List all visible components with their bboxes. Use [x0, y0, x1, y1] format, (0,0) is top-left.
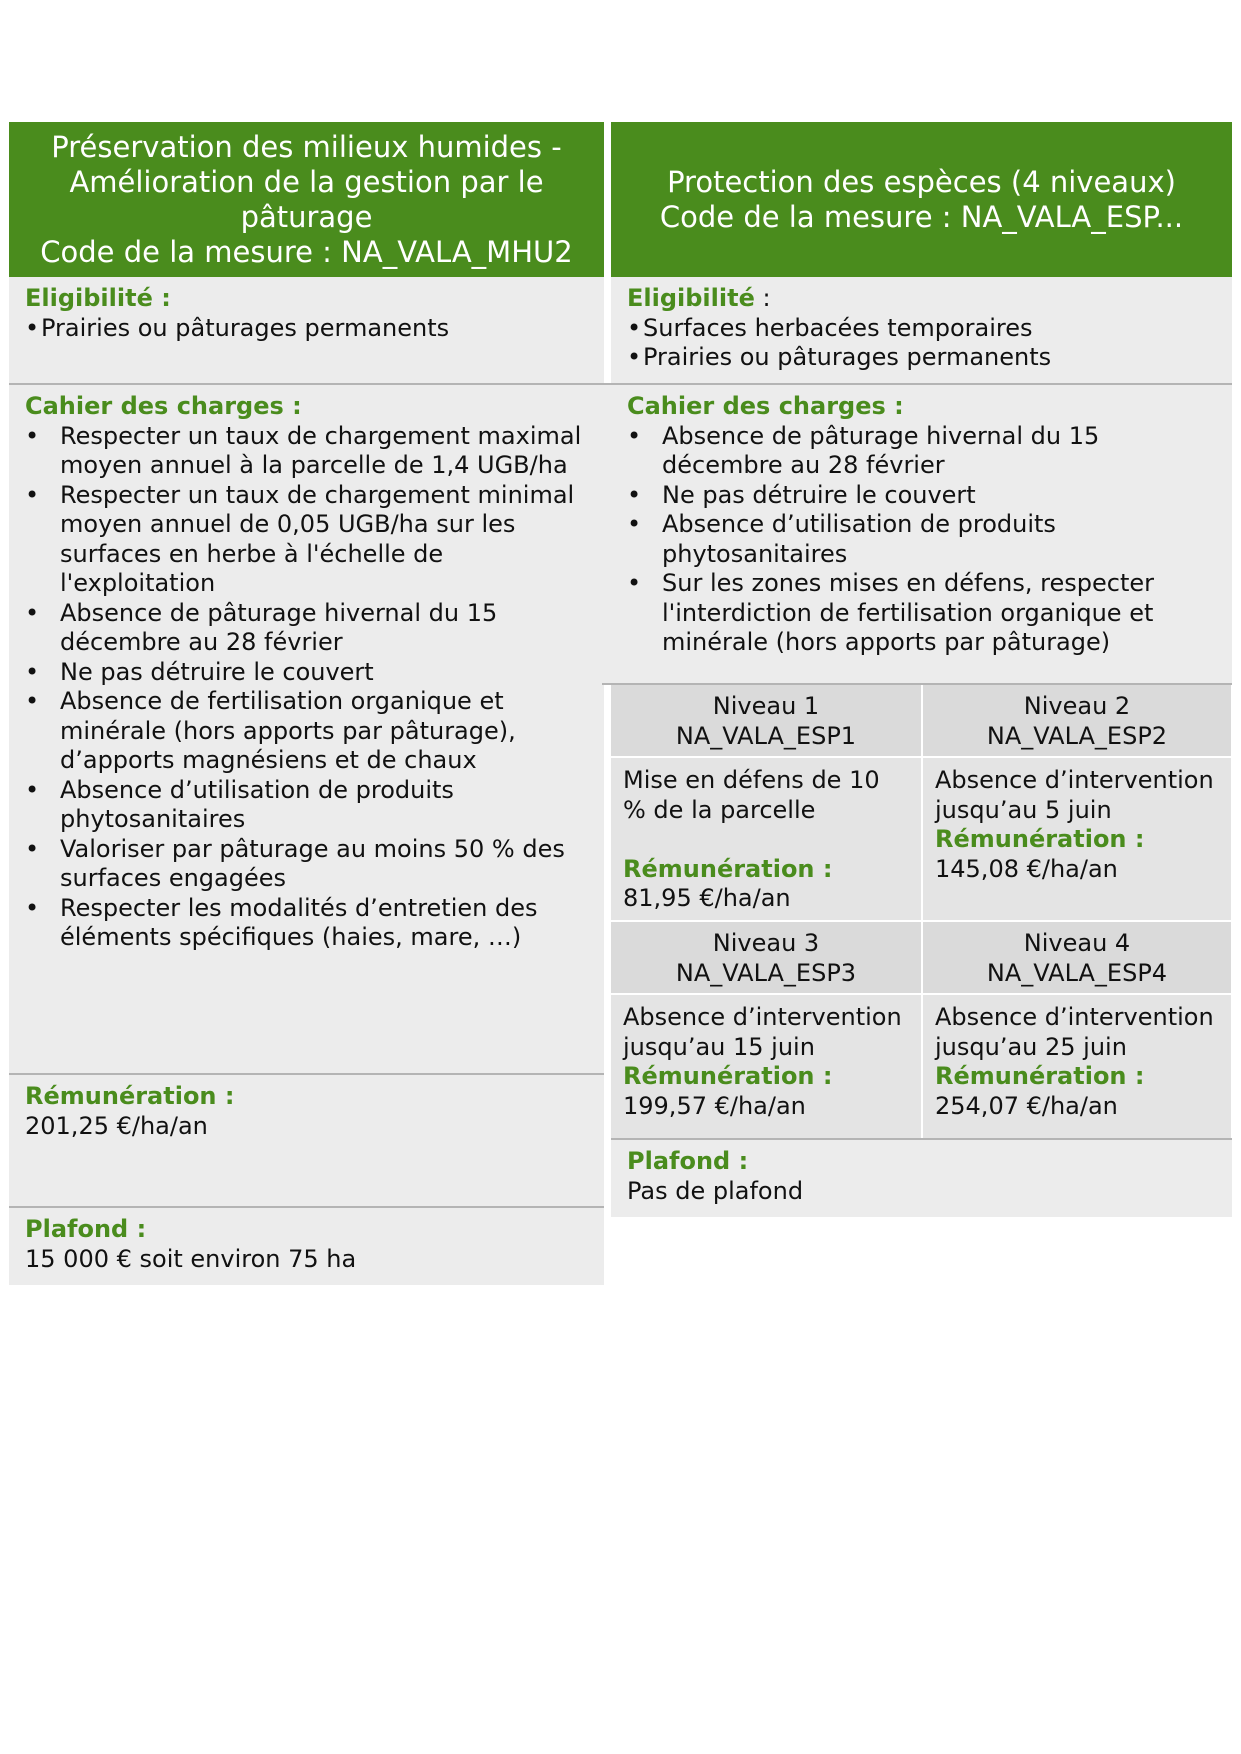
specifications-label: Cahier des charges : [25, 392, 302, 420]
ceiling-value: 15 000 € soit environ 75 ha [25, 1244, 357, 1273]
ceiling-section [611, 1138, 1232, 1217]
eligibility-list [627, 314, 1216, 373]
level-1-cell [611, 685, 921, 920]
specifications-section [9, 383, 604, 1073]
level-remuneration-label: Rémunération : [935, 825, 1145, 853]
specification-item: • Respecter les modalités d’entretien des éléments spécifiques (haies, mare, …) [25, 894, 588, 953]
eligibility-item: • Prairies ou pâturages permanents [25, 314, 588, 344]
level-remuneration-value: 81,95 €/ha/an [623, 884, 791, 912]
eligibility-item: • Surfaces herbacées temporaires [627, 314, 1216, 344]
level-name: Niveau 1 [712, 692, 820, 720]
level-2-body [923, 758, 1231, 884]
level-3-cell [611, 922, 921, 1138]
level-description: Mise en défens de 10 % de la parcelle [623, 766, 880, 824]
level-name: Niveau 4 [1023, 929, 1131, 957]
eligibility-list [25, 314, 588, 344]
measure-esp-column [611, 122, 1232, 1217]
level-2-header [923, 685, 1231, 758]
specifications-label: Cahier des charges : [627, 392, 904, 420]
eligibility-label: Eligibilité [627, 284, 755, 312]
specification-item: • Absence d’utilisation de produits phytosanitaires [25, 776, 588, 835]
level-remuneration-label: Rémunération : [623, 854, 833, 883]
measure-mhu2-column [9, 122, 604, 1285]
level-remuneration-label: Rémunération : [623, 1062, 833, 1090]
specification-item: • Valoriser par pâturage au moins 50 % des surfaces engagées [25, 835, 588, 894]
level-4-header [923, 922, 1231, 995]
specifications-list [25, 422, 588, 953]
levels-grid [602, 683, 1232, 1138]
level-code: NA_VALA_ESP1 [675, 721, 857, 750]
ceiling-label: Plafond : [25, 1215, 147, 1243]
level-code: NA_VALA_ESP3 [675, 958, 857, 987]
eligibility-section [611, 277, 1232, 383]
specifications-section [602, 383, 1232, 683]
levels-row-1 [611, 685, 1232, 920]
remuneration-label: Rémunération : [25, 1082, 235, 1110]
level-code: NA_VALA_ESP2 [986, 721, 1168, 750]
ceiling-label: Plafond : [627, 1147, 749, 1175]
level-4-cell [921, 922, 1231, 1138]
specification-item: • Absence de pâturage hivernal du 15 décembre au 28 février [627, 422, 1216, 481]
header-line: Préservation des milieux humides - [51, 129, 562, 164]
specification-item: • Absence d’utilisation de produits phytosanitaires [627, 510, 1216, 569]
measure-mhu2-header [9, 122, 604, 277]
level-4-body [923, 995, 1231, 1121]
level-3-header [611, 922, 921, 995]
level-remuneration-value: 254,07 €/ha/an [935, 1091, 1118, 1120]
level-description: Absence d’intervention jusqu’au 5 juin [935, 766, 1214, 824]
eligibility-colon: : [754, 284, 771, 312]
eligibility-label: Eligibilité : [25, 284, 171, 312]
specification-item: • Ne pas détruire le couvert [627, 481, 1216, 511]
specification-item: • Ne pas détruire le couvert [25, 658, 588, 688]
level-name: Niveau 3 [712, 929, 820, 957]
level-1-header [611, 685, 921, 758]
remuneration-section [9, 1073, 604, 1206]
eligibility-section [9, 277, 604, 383]
measure-esp-header [611, 122, 1232, 277]
level-3-body [611, 995, 921, 1121]
specification-item: • Respecter un taux de chargement minimal moyen annuel de 0,05 UGB/ha sur les surfaces en herbe à l'échelle de l'exploitation [25, 481, 588, 599]
measure-code: Code de la mesure : NA_VALA_ESP... [659, 199, 1184, 234]
level-description: Absence d’intervention jusqu’au 25 juin [935, 1003, 1214, 1061]
header-line: Protection des espèces (4 niveaux) [667, 164, 1176, 199]
level-name: Niveau 2 [1023, 692, 1131, 720]
level-2-cell [921, 685, 1231, 920]
level-remuneration-label: Rémunération : [935, 1062, 1145, 1090]
specification-item: • Sur les zones mises en défens, respecter l'interdiction de fertilisation organique et minérale (hors apports par pâturage) [627, 569, 1216, 658]
remuneration-value: 201,25 €/ha/an [25, 1111, 208, 1140]
specification-item: • Absence de pâturage hivernal du 15 décembre au 28 février [25, 599, 588, 658]
eligibility-item: • Prairies ou pâturages permanents [627, 343, 1216, 373]
level-1-body [611, 758, 921, 914]
levels-row-2 [611, 922, 1232, 1138]
measure-code: Code de la mesure : NA_VALA_MHU2 [40, 234, 573, 269]
ceiling-value: Pas de plafond [627, 1176, 804, 1205]
level-code: NA_VALA_ESP4 [986, 958, 1168, 987]
specification-item: • Absence de fertilisation organique et minérale (hors apports par pâturage), d’apports magnésiens et de chaux [25, 687, 588, 776]
header-line: pâturage [240, 199, 373, 234]
specifications-list [627, 422, 1216, 658]
specification-item: • Respecter un taux de chargement maximal moyen annuel à la parcelle de 1,4 UGB/ha [25, 422, 588, 481]
level-remuneration-value: 199,57 €/ha/an [623, 1091, 806, 1120]
level-description: Absence d’intervention jusqu’au 15 juin [623, 1003, 902, 1061]
level-remuneration-value: 145,08 €/ha/an [935, 854, 1118, 883]
ceiling-section [9, 1206, 604, 1285]
header-line: Amélioration de la gestion par le [69, 164, 544, 199]
